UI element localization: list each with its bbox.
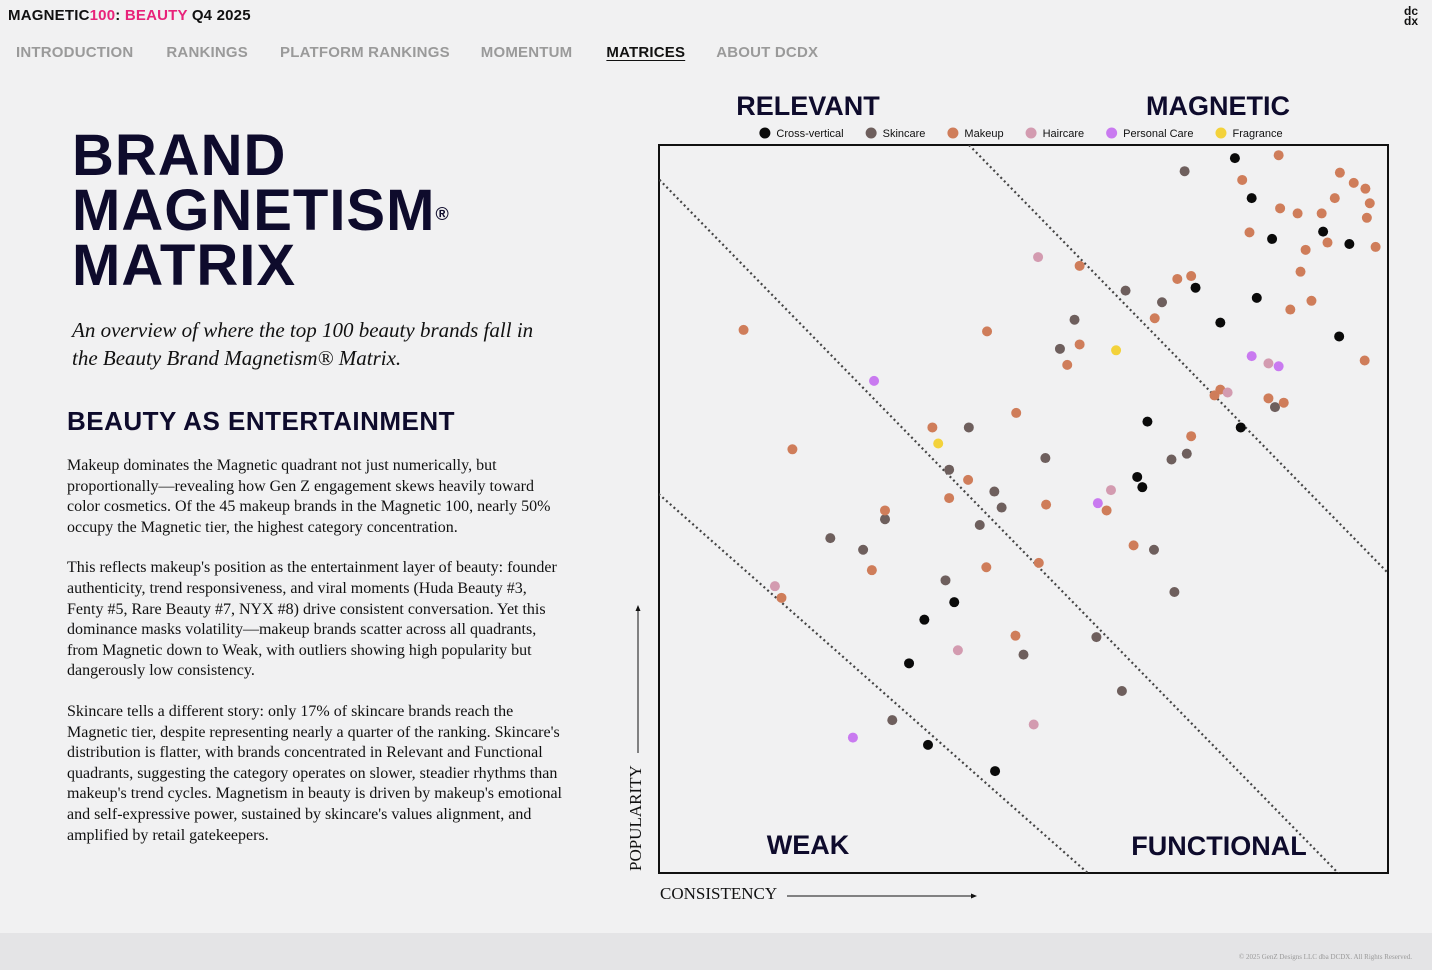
legend-swatch-cross-vertical (759, 128, 770, 139)
legend-label-haircare: Haircare (1042, 128, 1085, 140)
legend-label-cross-vertical: Cross-vertical (776, 128, 844, 140)
body-text (67, 456, 562, 866)
point-cross-vertical-15[interactable] (904, 658, 914, 668)
point-haircare-0[interactable] (1033, 252, 1043, 262)
title-line-1: BRAND (72, 123, 287, 188)
point-makeup-2[interactable] (1335, 168, 1345, 178)
point-makeup-39[interactable] (880, 505, 890, 515)
x-axis-label: CONSISTENCY (660, 884, 778, 903)
legend-swatch-haircare (1026, 128, 1037, 139)
point-makeup-3[interactable] (1349, 178, 1359, 188)
legend-swatch-makeup (947, 128, 958, 139)
point-makeup-42[interactable] (981, 562, 991, 572)
brand-100: 100 (89, 7, 116, 24)
point-personal-care-4[interactable] (848, 733, 858, 743)
scatter-points (739, 150, 1381, 776)
quadrant-label-relevant: RELEVANT (736, 91, 880, 121)
quadrant-label-magnetic: MAGNETIC (1146, 91, 1290, 121)
brand-beauty: BEAUTY (124, 7, 188, 24)
magnetism-matrix-chart (620, 85, 1410, 915)
tier-line-2 (620, 345, 1090, 875)
point-cross-vertical-12[interactable] (1137, 482, 1147, 492)
point-cross-vertical-13[interactable] (949, 597, 959, 607)
point-makeup-25[interactable] (739, 325, 749, 335)
point-makeup-38[interactable] (1041, 500, 1051, 510)
legend-label-fragrance: Fragrance (1232, 128, 1283, 140)
point-makeup-8[interactable] (1275, 203, 1285, 213)
legend-label-personal-care: Personal Care (1123, 128, 1194, 140)
nav-matrices[interactable]: MATRICES (606, 44, 686, 61)
point-skincare-13[interactable] (997, 503, 1007, 513)
y-axis-label: POPULARITY (626, 765, 645, 871)
point-skincare-4[interactable] (1055, 344, 1065, 354)
plot-frame (659, 145, 1388, 873)
point-makeup-26[interactable] (1360, 355, 1370, 365)
point-makeup-16[interactable] (1186, 271, 1196, 281)
point-makeup-30[interactable] (1279, 398, 1289, 408)
point-makeup-21[interactable] (1150, 313, 1160, 323)
tier-line-3 (969, 145, 1388, 573)
point-skincare-5[interactable] (964, 422, 974, 432)
point-skincare-19[interactable] (940, 575, 950, 585)
point-haircare-4[interactable] (770, 581, 780, 591)
point-makeup-22[interactable] (1075, 339, 1085, 349)
point-makeup-34[interactable] (787, 444, 797, 454)
point-makeup-10[interactable] (1362, 213, 1372, 223)
legend-swatch-skincare (866, 128, 877, 139)
point-skincare-20[interactable] (1091, 632, 1101, 642)
point-skincare-1[interactable] (1121, 286, 1131, 296)
point-makeup-6[interactable] (1365, 198, 1375, 208)
point-makeup-44[interactable] (776, 593, 786, 603)
legend-swatch-fragrance (1215, 128, 1226, 139)
section-heading: BEAUTY AS ENTERTAINMENT (67, 406, 456, 436)
page-subtitle: An overview of where the top 100 beauty brands fall in the Beauty Brand Magnetism® Matrix. (72, 318, 534, 370)
point-haircare-1[interactable] (1263, 358, 1273, 368)
point-makeup-45[interactable] (1010, 631, 1020, 641)
nav-introduction[interactable]: INTRODUCTION (16, 44, 134, 61)
registered-mark: ® (435, 204, 450, 224)
point-cross-vertical-10[interactable] (1236, 422, 1246, 432)
point-cross-vertical-4[interactable] (1344, 239, 1354, 249)
point-haircare-6[interactable] (1029, 719, 1039, 729)
point-haircare-5[interactable] (953, 645, 963, 655)
title-line-3: MATRIX (72, 233, 297, 298)
point-fragrance-0[interactable] (1111, 345, 1121, 355)
quadrant-label-weak: WEAK (766, 830, 850, 860)
point-makeup-36[interactable] (944, 493, 954, 503)
dcdx-logo[interactable]: dc dx (1403, 4, 1418, 28)
point-cross-vertical-5[interactable] (1191, 283, 1201, 293)
point-cross-vertical-9[interactable] (1142, 417, 1152, 427)
point-skincare-10[interactable] (825, 533, 835, 543)
nav-about-dcdx[interactable]: ABOUT DCDX (716, 44, 819, 61)
point-makeup-11[interactable] (1244, 227, 1254, 237)
point-skincare-21[interactable] (1019, 650, 1029, 660)
point-skincare-2[interactable] (1157, 297, 1167, 307)
point-makeup-9[interactable] (1293, 208, 1303, 218)
point-cross-vertical-17[interactable] (990, 766, 1000, 776)
app-title (8, 7, 251, 24)
paragraph-1: Makeup dominates the Magnetic quadrant not just numerically, but proportionally—revealing how Gen Z engagement skews heavily toward color cosmetics. Of the 45 makeup brands in the Magnetic 100, nearly 50% occupy the Magnetic tier, the highest category concentration. (67, 457, 551, 536)
point-cross-vertical-8[interactable] (1334, 331, 1344, 341)
point-cross-vertical-1[interactable] (1247, 193, 1257, 203)
point-makeup-37[interactable] (1102, 505, 1112, 515)
point-skincare-11[interactable] (858, 545, 868, 555)
point-skincare-14[interactable] (1166, 454, 1176, 464)
point-makeup-13[interactable] (1322, 238, 1332, 248)
point-haircare-3[interactable] (1106, 485, 1116, 495)
point-haircare-2[interactable] (1223, 388, 1233, 398)
point-makeup-33[interactable] (927, 422, 937, 432)
point-makeup-5[interactable] (1330, 193, 1340, 203)
point-skincare-17[interactable] (1149, 545, 1159, 555)
point-makeup-18[interactable] (1172, 274, 1182, 284)
point-skincare-18[interactable] (1169, 587, 1179, 597)
main-nav (16, 44, 818, 61)
point-makeup-17[interactable] (1075, 261, 1085, 271)
point-skincare-7[interactable] (944, 465, 954, 475)
point-makeup-7[interactable] (1317, 208, 1327, 218)
brand-separator: : (115, 7, 121, 24)
y-axis-arrowhead (636, 605, 641, 611)
point-makeup-0[interactable] (1274, 150, 1284, 160)
point-skincare-3[interactable] (1070, 315, 1080, 325)
point-skincare-22[interactable] (1117, 686, 1127, 696)
x-axis-arrowhead (971, 894, 977, 899)
point-makeup-35[interactable] (963, 475, 973, 485)
point-makeup-12[interactable] (1301, 245, 1311, 255)
point-cross-vertical-7[interactable] (1215, 318, 1225, 328)
tier-lines (620, 85, 1388, 915)
nav-platform-rankings[interactable]: PLATFORM RANKINGS (280, 44, 450, 61)
page-footer (0, 933, 1432, 970)
point-cross-vertical-3[interactable] (1318, 227, 1328, 237)
point-skincare-9[interactable] (880, 514, 890, 524)
paragraph-2: This reflects makeup's position as the entertainment layer of beauty: founder authenticity, trend responsiveness, and viral moments (Huda Beauty #3, Fenty #5, Rare Beauty #7, NYX #8) drive consistent conversation. Yet this dominance masks volatility—makeup brands scatter across all quadrants, from Magnetic down to Weak, with outliers showing high popularity but dangerously low consistency. (67, 559, 557, 680)
point-fragrance-1[interactable] (933, 438, 943, 448)
point-skincare-6[interactable] (1040, 453, 1050, 463)
point-makeup-29[interactable] (1263, 393, 1273, 403)
nav-momentum[interactable]: MOMENTUM (480, 44, 573, 61)
point-skincare-16[interactable] (1270, 402, 1280, 412)
point-cross-vertical-16[interactable] (923, 740, 933, 750)
point-makeup-41[interactable] (1034, 558, 1044, 568)
point-skincare-15[interactable] (1182, 449, 1192, 459)
point-cross-vertical-14[interactable] (919, 615, 929, 625)
point-makeup-23[interactable] (1062, 360, 1072, 370)
nav-rankings[interactable]: RANKINGS (166, 44, 248, 61)
point-makeup-32[interactable] (1186, 431, 1196, 441)
point-skincare-12[interactable] (975, 520, 985, 530)
point-makeup-4[interactable] (1360, 184, 1370, 194)
chart-legend (759, 128, 1282, 141)
point-cross-vertical-6[interactable] (1252, 293, 1262, 303)
point-makeup-40[interactable] (1129, 540, 1139, 550)
legend-label-makeup: Makeup (964, 128, 1004, 140)
point-makeup-14[interactable] (1371, 242, 1381, 252)
point-makeup-19[interactable] (1306, 296, 1316, 306)
legend-swatch-personal-care (1106, 128, 1117, 139)
point-personal-care-3[interactable] (1093, 498, 1103, 508)
title-line-2-text: MAGNETISM (72, 178, 436, 243)
quadrant-label-functional: FUNCTIONAL (1131, 831, 1307, 861)
point-makeup-43[interactable] (867, 565, 877, 575)
point-personal-care-1[interactable] (1247, 351, 1257, 361)
page-title (72, 123, 450, 298)
point-makeup-1[interactable] (1237, 175, 1247, 185)
point-personal-care-2[interactable] (1274, 361, 1284, 371)
point-cross-vertical-2[interactable] (1267, 234, 1277, 244)
period-label: Q4 2025 (191, 7, 251, 24)
point-makeup-15[interactable] (1296, 267, 1306, 277)
paragraph-3: Skincare tells a different story: only 17% of skincare brands reach the Magnetic tier, despite representing nearly a quarter of the ranking. Skincare's distribution is flatter, with brands concentrated in Relevant and Functional quadrants, suggesting the category operates on slower, steadier rhythms than makeup's trend cycles. Magnetism in beauty is driven by makeup's emotional and self-expressive power, sustained by skincare's values alignment, and amplified by retail gatekeepers. (67, 702, 562, 844)
point-personal-care-0[interactable] (869, 376, 879, 386)
brand-magnetic: MAGNETIC (8, 7, 90, 24)
title-line-2 (72, 178, 450, 243)
point-cross-vertical-0[interactable] (1230, 153, 1240, 163)
point-makeup-31[interactable] (1011, 408, 1021, 418)
point-skincare-23[interactable] (887, 715, 897, 725)
point-skincare-0[interactable] (1180, 166, 1190, 176)
legend-label-skincare: Skincare (882, 128, 926, 140)
tier-line-1 (620, 85, 1386, 915)
point-makeup-24[interactable] (982, 326, 992, 336)
point-cross-vertical-11[interactable] (1132, 472, 1142, 482)
copyright-notice: © 2025 GenZ Designs LLC dba DCDX. All Rights Reserved. (1238, 953, 1412, 961)
point-skincare-8[interactable] (989, 487, 999, 497)
point-makeup-20[interactable] (1285, 305, 1295, 315)
